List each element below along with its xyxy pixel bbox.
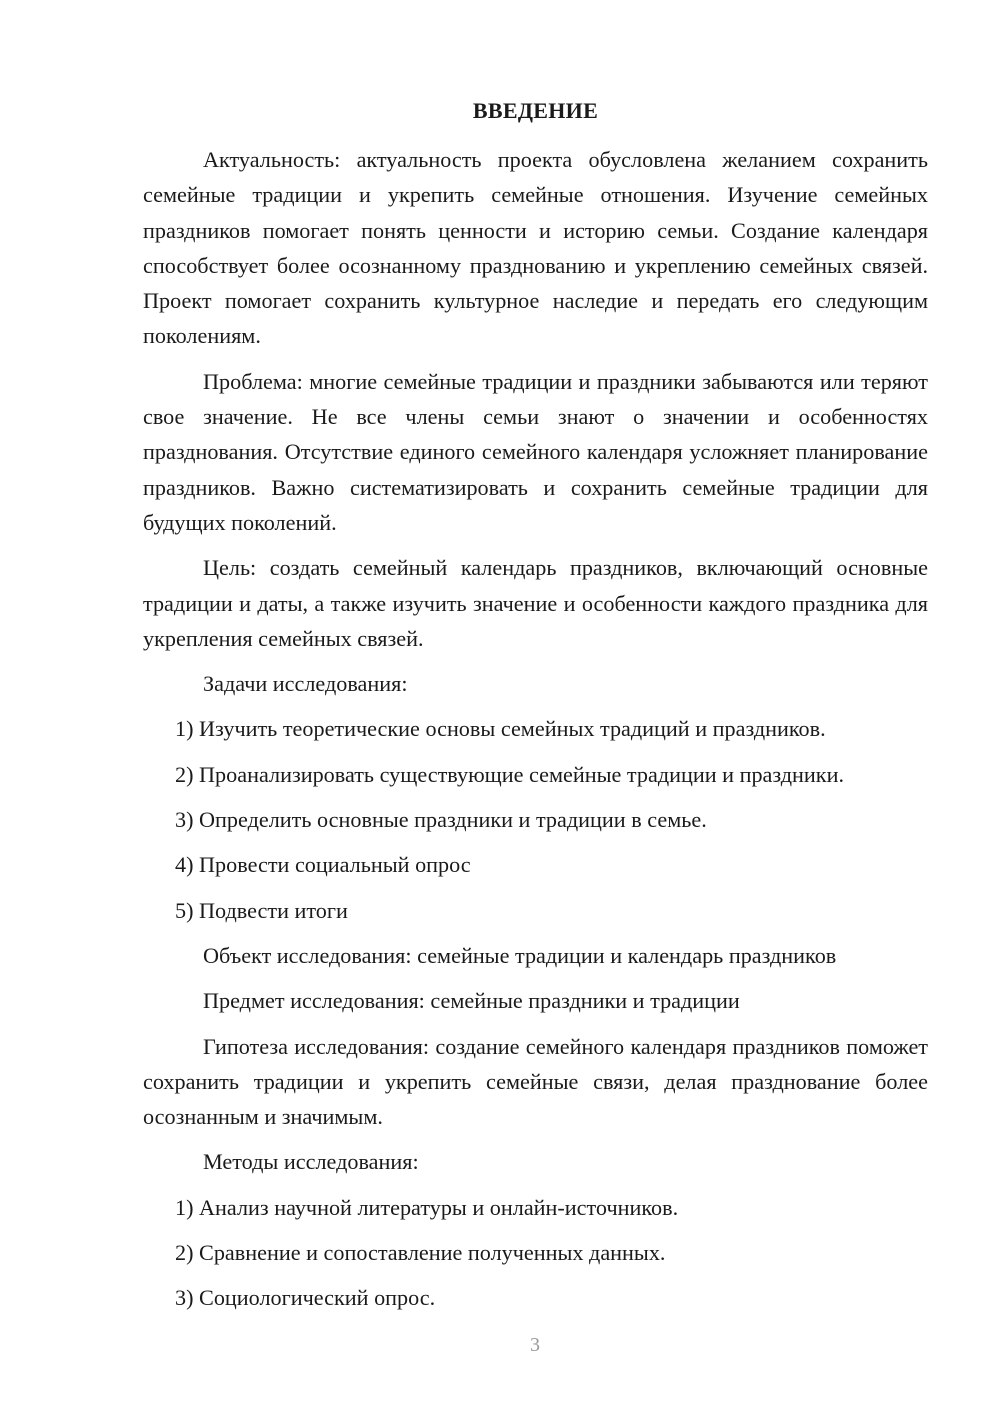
subject-line: Предмет исследования: семейные праздники и традиции bbox=[203, 988, 740, 1014]
page-title: ВВЕДЕНИЕ bbox=[472, 98, 599, 123]
problem-paragraph: Проблема: многие семейные традиции и праздники забываются или теряют свое значение. Не все члены семьи знают о значении и особенностях празднования. Отсутствие единого семейного календаря усложняет планирование праздников. Важно систематизировать и сохранить семейные традиции для будущих поколений. bbox=[143, 368, 928, 535]
tasks-label: Задачи исследования: bbox=[203, 671, 408, 697]
method-item: 3) Социологический опрос. bbox=[175, 1285, 436, 1311]
hypothesis-paragraph: Гипотеза исследования: создание семейного календаря праздников поможет сохранить традиции и укрепить семейные связи, делая празднование более осознанным и значимым. bbox=[143, 1033, 928, 1130]
methods-label: Методы исследования: bbox=[203, 1149, 419, 1175]
task-item: 5) Подвести итоги bbox=[175, 897, 348, 923]
method-item: 2) Сравнение и сопоставление полученных данных. bbox=[175, 1240, 666, 1266]
task-item: 2) Проанализировать существующие семейные традиции и праздники. bbox=[175, 761, 844, 787]
task-item: 4) Провести социальный опрос bbox=[175, 852, 471, 878]
page-number: 3 bbox=[530, 1334, 540, 1356]
method-item: 1) Анализ научной литературы и онлайн-источников. bbox=[175, 1194, 679, 1220]
task-item: 1) Изучить теоретические основы семейных традиций и праздников. bbox=[175, 716, 826, 742]
goal-paragraph: Цель: создать семейный календарь праздников, включающий основные традиции и даты, а также изучить значение и особенности каждого праздника для укрепления семейных связей. bbox=[143, 555, 928, 651]
task-item: 3) Определить основные праздники и традиции в семье. bbox=[175, 807, 707, 833]
relevance-paragraph: Актуальность: актуальность проекта обусловлена желанием сохранить семейные традиции и укрепить семейные отношения. Изучение семейных праздников помогает понять ценности и историю семьи. Создание календаря способствует более осознанному празднованию и укреплению семейных связей. Проект помогает сохранить культурное наследие и передать его следующим поколениям. bbox=[143, 147, 928, 349]
object-line: Объект исследования: семейные традиции и календарь праздников bbox=[203, 942, 837, 968]
document-page bbox=[143, 94, 928, 1326]
